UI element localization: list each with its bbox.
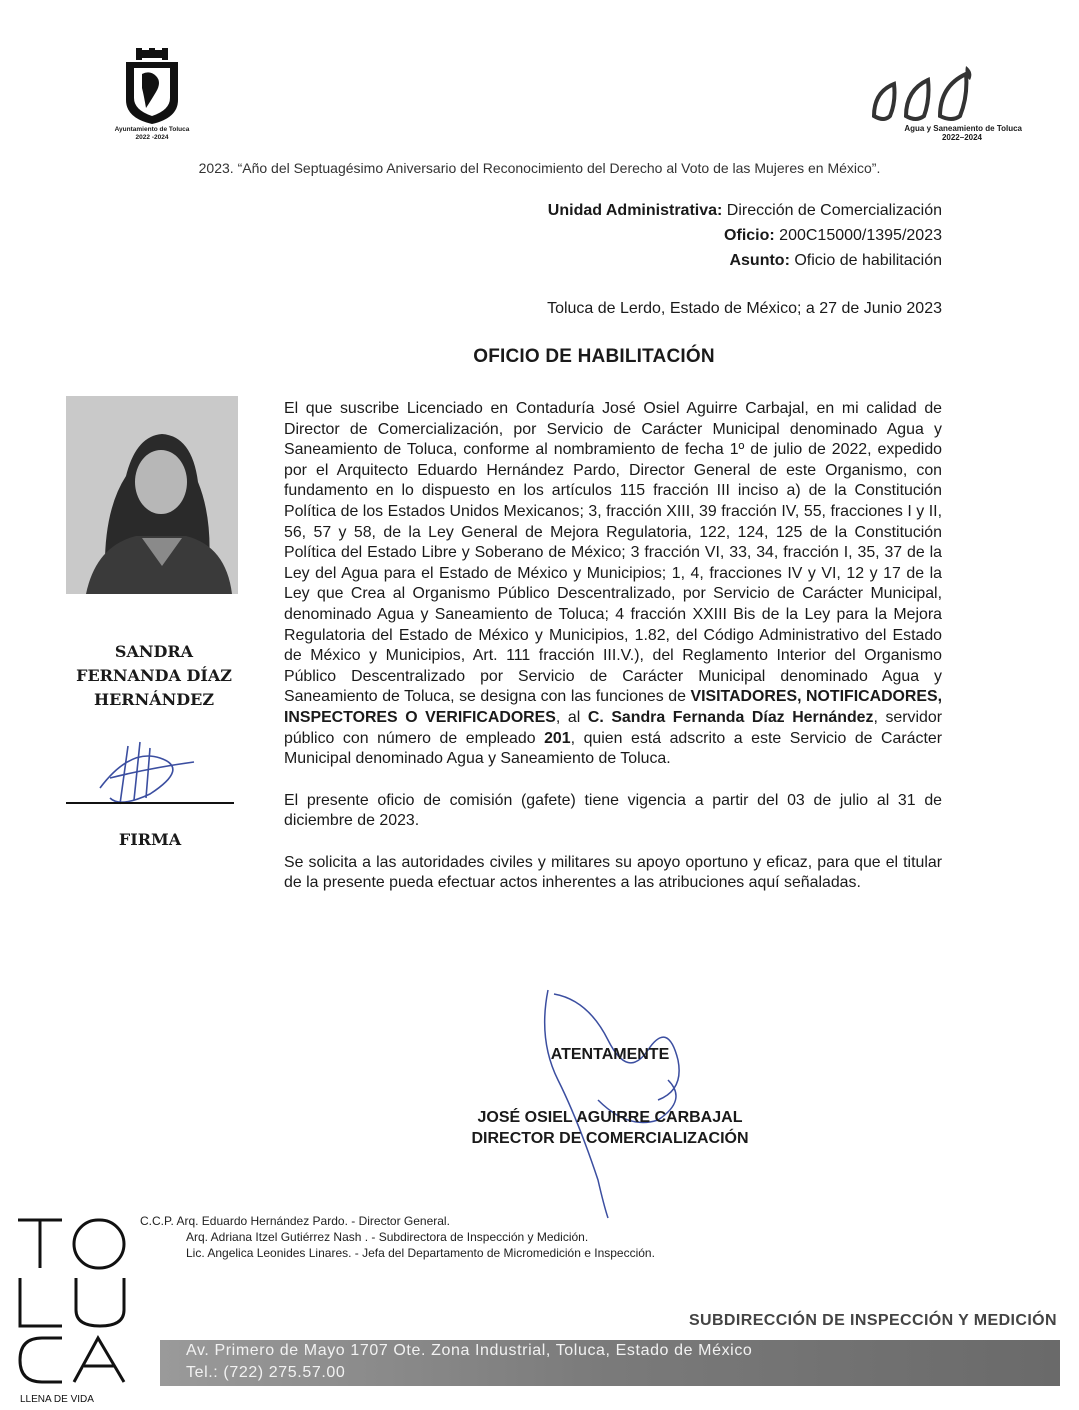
unidad-value: Dirección de Comercialización [726, 202, 942, 219]
ayuntamiento-logo [108, 48, 196, 142]
signature-line [66, 802, 234, 804]
document-title: OFICIO DE HABILITACIÓN [473, 346, 715, 367]
document-body [284, 399, 942, 915]
person-photo-icon [66, 396, 238, 594]
ccp-line-1: C.C.P. Arq. Eduardo Hernández Pardo. - Director General. [140, 1214, 450, 1228]
body-p1-employee-number: 201 [544, 729, 571, 747]
holder-name-line-2: FERNANDA DÍAZ [76, 666, 232, 685]
agua-saneamiento-caption: Agua y Saneamiento de Toluca [904, 124, 1022, 133]
signer-name: JOSÉ OSIEL AGUIRRE CARBAJAL [477, 1109, 743, 1126]
body-p1-text-b: , al [555, 708, 588, 726]
holder-name-line-3: HERNÁNDEZ [93, 690, 215, 709]
body-paragraph-2: El presente oficio de comisión (gafete) tiene vigencia a partir del 03 de julio al 31 de diciembre de 2023. [284, 791, 942, 830]
unidad-label: Unidad Administrativa: [547, 202, 723, 219]
body-p1-functions: VISITADORES, NOTIFICADORES, INSPECTORES O VERIFICADORES [284, 688, 943, 726]
ayuntamiento-period: 2022 -2024 [135, 134, 169, 141]
oficio-label: Oficio: [724, 227, 775, 244]
toluca-logo-icon [14, 1216, 144, 1406]
holder-signature-icon [90, 738, 200, 810]
asunto-row [548, 248, 942, 273]
body-p1-text-d: , quien está adscrito a este Servicio de Carácter Municipal denominado Agua y Saneamiento de Toluca. [284, 729, 942, 768]
signer-title: DIRECTOR DE COMERCIALIZACIÓN [471, 1130, 749, 1147]
subdireccion-label: SUBDIRECCIÓN DE INSPECCIÓN Y MEDICIÓN [688, 1312, 1057, 1329]
oficio-row [548, 223, 942, 248]
ayuntamiento-caption: Ayuntamiento de Toluca [114, 126, 190, 133]
address-line: Av. Primero de Mayo 1707 Ote. Zona Industrial, Toluca, Estado de México [186, 1342, 753, 1359]
asunto-value: Oficio de habilitación [794, 252, 942, 269]
water-drops-icon [866, 62, 986, 124]
holder-name [60, 640, 248, 712]
place-date: Toluca de Lerdo, Estado de México; a 27 de Junio 2023 [547, 300, 942, 317]
oficio-value: 200C15000/1395/2023 [779, 227, 942, 244]
municipal-seal-icon [120, 48, 184, 126]
body-paragraph-3: Se solicita a las autoridades civiles y militares su apoyo oportuno y eficaz, para que el titular de la presente pueda efectuar actos inherentes a las atribuciones aquí señaladas. [284, 853, 942, 892]
ccp-block [140, 1213, 655, 1261]
firma-label: FIRMA [118, 830, 182, 849]
closing-block [450, 1044, 770, 1149]
address-bar [160, 1340, 1060, 1386]
toluca-tagline: LLENA DE VIDA [20, 1394, 94, 1405]
ccp-line-3: Lic. Angelica Leonides Linares. - Jefa del Departamento de Micromedición e Inspección. [186, 1246, 655, 1260]
asunto-label: Asunto: [729, 252, 790, 269]
holder-name-line-1: SANDRA [114, 642, 194, 661]
body-paragraph-1 [284, 399, 942, 770]
agua-saneamiento-logo [842, 62, 1022, 142]
body-p1-text-a: El que suscribe Licenciado en Contaduría José Osiel Aguirre Carbajal, en mi calidad de Director de Comercialización, por Servicio de Carácter Municipal denominado Agua y Saneamiento de Toluca, conforme al nombramiento de fecha 1º de julio de 2022, expedido por el Arquitecto Eduardo Hernández Pardo, Director General de este Organismo, con fundamento en lo dispuesto en los artículos 115 fracción III inciso a) de la Constitución Política de los Estados Unidos Mexicanos; 3, fracción XIII, 39 fracción IV, 55, fracciones I y II, 56, 57 y 58, de la Ley General de Mejora Regulatoria, 122, 124, 125 de la Constitución Política del Estado Libre y Soberano de México; 3 fracción VI, 33, 34, fracción I, 35, 37 de la Ley del Agua para el Estado de México y Municipios; 1, 4, fracciones IV y VI, 12 y 17 de la Ley que Crea al Organismo Público Descentralizado, por Servicio de Carácter Municipal, denominado Agua y Saneamiento de Toluca; 4 fracción XXIII Bis de la Ley para la Mejora Regulatoria del Estado de México y Municipios, 1.82, del Código Administrativo del Estado de México y Municipios, Art. 111 fracción III.V.), del Reglamento Interior del Organismo Público Descentralizado por Servicio de Carácter Municipal denominado Agua y Saneamiento de Toluca, se designa con las funciones de [284, 400, 942, 706]
body-p1-name: C. Sandra Fernanda Díaz Hernández [587, 708, 874, 726]
agua-saneamiento-period: 2022–2024 [941, 133, 982, 142]
holder-photo [66, 396, 238, 594]
atentamente: ATENTAMENTE [550, 1046, 670, 1063]
phone-line: Tel.: (722) 275.57.00 [186, 1364, 346, 1381]
unidad-row [548, 198, 942, 223]
ccp-line-2: Arq. Adriana Itzel Gutiérrez Nash . - Subdirectora de Inspección y Medición. [186, 1230, 589, 1244]
body-p1-text-c: , servidor público con número de empleado [284, 708, 942, 747]
document-meta [548, 198, 942, 273]
year-motto: 2023. “Año del Septuagésimo Aniversario del Reconocimiento del Derecho al Voto de las Mujeres en México”. [198, 160, 881, 176]
